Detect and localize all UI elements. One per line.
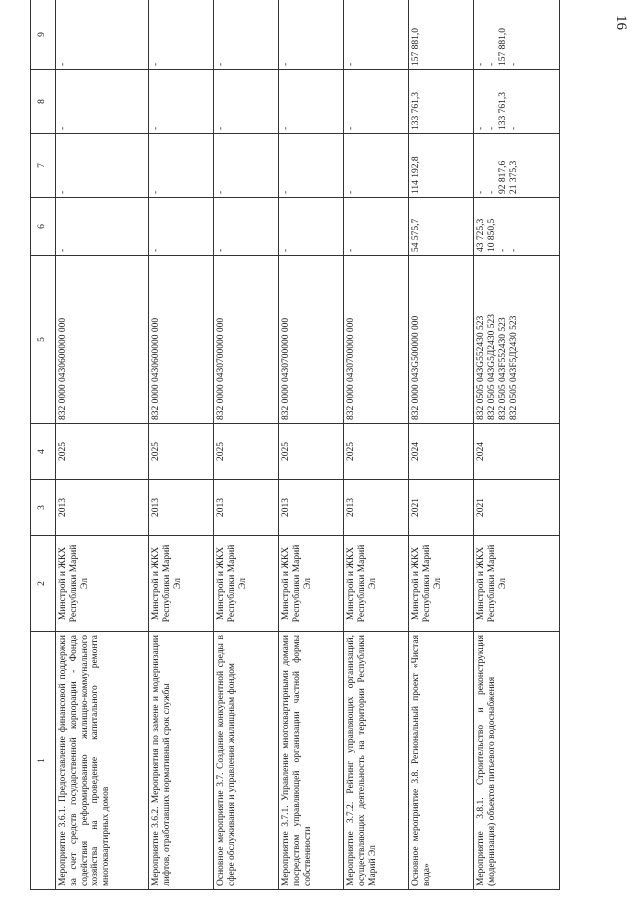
amount-col6-line: -: [498, 248, 509, 252]
responsible-org: Минстрой и ЖКХ Республики Марий Эл: [474, 536, 560, 632]
amount-col7: [344, 134, 409, 198]
start-year: 2021: [474, 480, 560, 536]
responsible-org: Минстрой и ЖКХ Республики Марий Эл: [214, 536, 279, 632]
amount-col8-line: 133 761,3: [411, 92, 422, 130]
amount-col7-line: 21 375,3: [508, 160, 519, 194]
measure-description: Мероприятие 3.7.1. Управление многоквартирными домами посредством управляющей организации частной формы собственности: [279, 632, 344, 890]
amount-col6-line: 10 850,5: [487, 218, 498, 252]
measure-description: Мероприятие 3.7.2. Рейтинг управляющих организаций, осуществляющих деятельность на территории Республики Марий Эл: [344, 632, 409, 890]
amount-col7-line: -: [57, 190, 68, 194]
table-row: [474, 0, 560, 890]
amount-col6: [344, 198, 409, 256]
start-year: 2013: [344, 480, 409, 536]
responsible-org: Минстрой и ЖКХ Республики Марий Эл: [279, 536, 344, 632]
budget-table: [30, 0, 560, 890]
amount-col8-line: -: [346, 126, 357, 130]
measure-description: Мероприятие 3.6.2. Мероприятия по замене и модернизации лифтов, отработавших нормативный срок службы: [149, 632, 214, 890]
start-year: 2021: [409, 480, 474, 536]
amount-col9-line: -: [346, 62, 357, 66]
amount-col7: [149, 134, 214, 198]
amount-col9-line: -: [281, 62, 292, 66]
budget-code-line: 832 0505 043G5Д2430 523: [487, 314, 498, 420]
amount-col9: [214, 0, 279, 70]
amount-col6-line: -: [281, 248, 292, 252]
budget-code: [149, 256, 214, 424]
measure-description: Мероприятие 3.8.1. Строительство и реконструкция (модернизация) объектов питьевого водоснабжения: [474, 632, 560, 890]
amount-col8-line: -: [487, 126, 498, 130]
amount-col6: [55, 198, 149, 256]
amount-col9: [55, 0, 149, 70]
table-row: [55, 0, 149, 890]
budget-code: [279, 256, 344, 424]
amount-col6-line: -: [151, 248, 162, 252]
page-number: 16: [613, 15, 629, 30]
amount-col8-line: -: [216, 126, 227, 130]
responsible-org: Минстрой и ЖКХ Республики Марий Эл: [344, 536, 409, 632]
amount-col7-line: -: [346, 190, 357, 194]
budget-code: [344, 256, 409, 424]
amount-col7-line: -: [151, 190, 162, 194]
amount-col7-line: -: [281, 190, 292, 194]
budget-code-line: 832 0000 0430700000 000: [281, 317, 292, 420]
amount-col9-line: -: [151, 62, 162, 66]
table-row: [409, 0, 474, 890]
end-year: 2024: [474, 424, 560, 480]
amount-col8-line: -: [476, 126, 487, 130]
amount-col9: [474, 0, 560, 70]
amount-col8: [214, 70, 279, 134]
amount-col9: [279, 0, 344, 70]
header-row: [31, 0, 56, 890]
header-cell: 4: [31, 424, 56, 480]
amount-col7: [409, 134, 474, 198]
amount-col8-line: -: [281, 126, 292, 130]
start-year: 2013: [279, 480, 344, 536]
measure-description: Основное мероприятие 3.7. Создание конкурентной среды в сфере обслуживания и управления жилищным фондом: [214, 632, 279, 890]
amount-col9: [409, 0, 474, 70]
amount-col7: [214, 134, 279, 198]
header-cell: 3: [31, 480, 56, 536]
amount-col8: [279, 70, 344, 134]
start-year: 2013: [214, 480, 279, 536]
amount-col8: [474, 70, 560, 134]
table-row: [149, 0, 214, 890]
rotated-page: [15, 0, 638, 890]
responsible-org: Минстрой и ЖКХ Республики Марий Эл: [149, 536, 214, 632]
header-cell: 7: [31, 134, 56, 198]
budget-code-line: 832 0505 043F552430 523: [498, 317, 509, 420]
amount-col6-line: -: [346, 248, 357, 252]
amount-col8-line: 133 761,3: [498, 92, 509, 130]
budget-code-line: 832 0000 0430600000 000: [57, 317, 68, 420]
header-cell: 1: [31, 632, 56, 890]
budget-code: [214, 256, 279, 424]
end-year: 2024: [409, 424, 474, 480]
responsible-org: Минстрой и ЖКХ Республики Марий Эл: [55, 536, 149, 632]
amount-col6: [149, 198, 214, 256]
table-row: [279, 0, 344, 890]
budget-code-line: 832 0000 043G500000 000: [411, 315, 422, 420]
end-year: 2025: [214, 424, 279, 480]
header-cell: 9: [31, 0, 56, 70]
amount-col6: [409, 198, 474, 256]
amount-col7: [279, 134, 344, 198]
amount-col7: [55, 134, 149, 198]
amount-col9-line: -: [57, 62, 68, 66]
responsible-org: Минстрой и ЖКХ Республики Марий Эл: [409, 536, 474, 632]
amount-col8: [344, 70, 409, 134]
header-cell: 8: [31, 70, 56, 134]
amount-col9: [149, 0, 214, 70]
table-row: [214, 0, 279, 890]
amount-col6: [474, 198, 560, 256]
amount-col6-line: 54 575,7: [411, 218, 422, 252]
start-year: 2013: [55, 480, 149, 536]
budget-code: [55, 256, 149, 424]
amount-col8-line: -: [151, 126, 162, 130]
amount-col7-line: -: [487, 190, 498, 194]
budget-code-line: 832 0505 043G552430 523: [476, 315, 487, 420]
amount-col8-line: -: [57, 126, 68, 130]
amount-col8: [409, 70, 474, 134]
amount-col9-line: -: [508, 62, 519, 66]
budget-code-line: 832 0000 0430700000 000: [346, 317, 357, 420]
measure-description: Основное мероприятие 3.8. Региональный проект «Чистая вода»: [409, 632, 474, 890]
measure-description: Мероприятие 3.6.1. Предоставление финансовой поддержки за счет средств государственной корпорации - Фонда содействия реформированию жилищно-коммунального хозяйства на проведение капитального ремонта многоквартирных домов: [55, 632, 149, 890]
amount-col6-line: -: [57, 248, 68, 252]
end-year: 2025: [279, 424, 344, 480]
amount-col8: [149, 70, 214, 134]
amount-col8-line: -: [508, 126, 519, 130]
amount-col7-line: -: [216, 190, 227, 194]
end-year: 2025: [149, 424, 214, 480]
table-row: [344, 0, 409, 890]
start-year: 2013: [149, 480, 214, 536]
amount-col6: [279, 198, 344, 256]
header-cell: 2: [31, 536, 56, 632]
budget-code: [409, 256, 474, 424]
amount-col8: [55, 70, 149, 134]
amount-col6-line: -: [508, 248, 519, 252]
header-cell: 5: [31, 256, 56, 424]
amount-col6-line: 43 725,3: [476, 218, 487, 252]
amount-col9-line: 157 881,0: [498, 28, 509, 66]
amount-col6-line: -: [216, 248, 227, 252]
amount-col6: [214, 198, 279, 256]
amount-col9-line: -: [487, 62, 498, 66]
amount-col9-line: 157 881,0: [411, 28, 422, 66]
end-year: 2025: [344, 424, 409, 480]
budget-code: [474, 256, 560, 424]
budget-code-line: 832 0000 0430700000 000: [216, 317, 227, 420]
budget-code-line: 832 0000 0430600000 000: [151, 317, 162, 420]
header-cell: 6: [31, 198, 56, 256]
budget-table-sheet: [30, 0, 560, 890]
amount-col7-line: 92 817,6: [498, 160, 509, 194]
budget-code-line: 832 0505 043F5Д2430 523: [508, 315, 519, 420]
amount-col7-line: -: [476, 190, 487, 194]
amount-col9: [344, 0, 409, 70]
amount-col7: [474, 134, 560, 198]
amount-col9-line: -: [216, 62, 227, 66]
amount-col7-line: 114 192,8: [411, 156, 422, 194]
amount-col9-line: -: [476, 62, 487, 66]
end-year: 2025: [55, 424, 149, 480]
